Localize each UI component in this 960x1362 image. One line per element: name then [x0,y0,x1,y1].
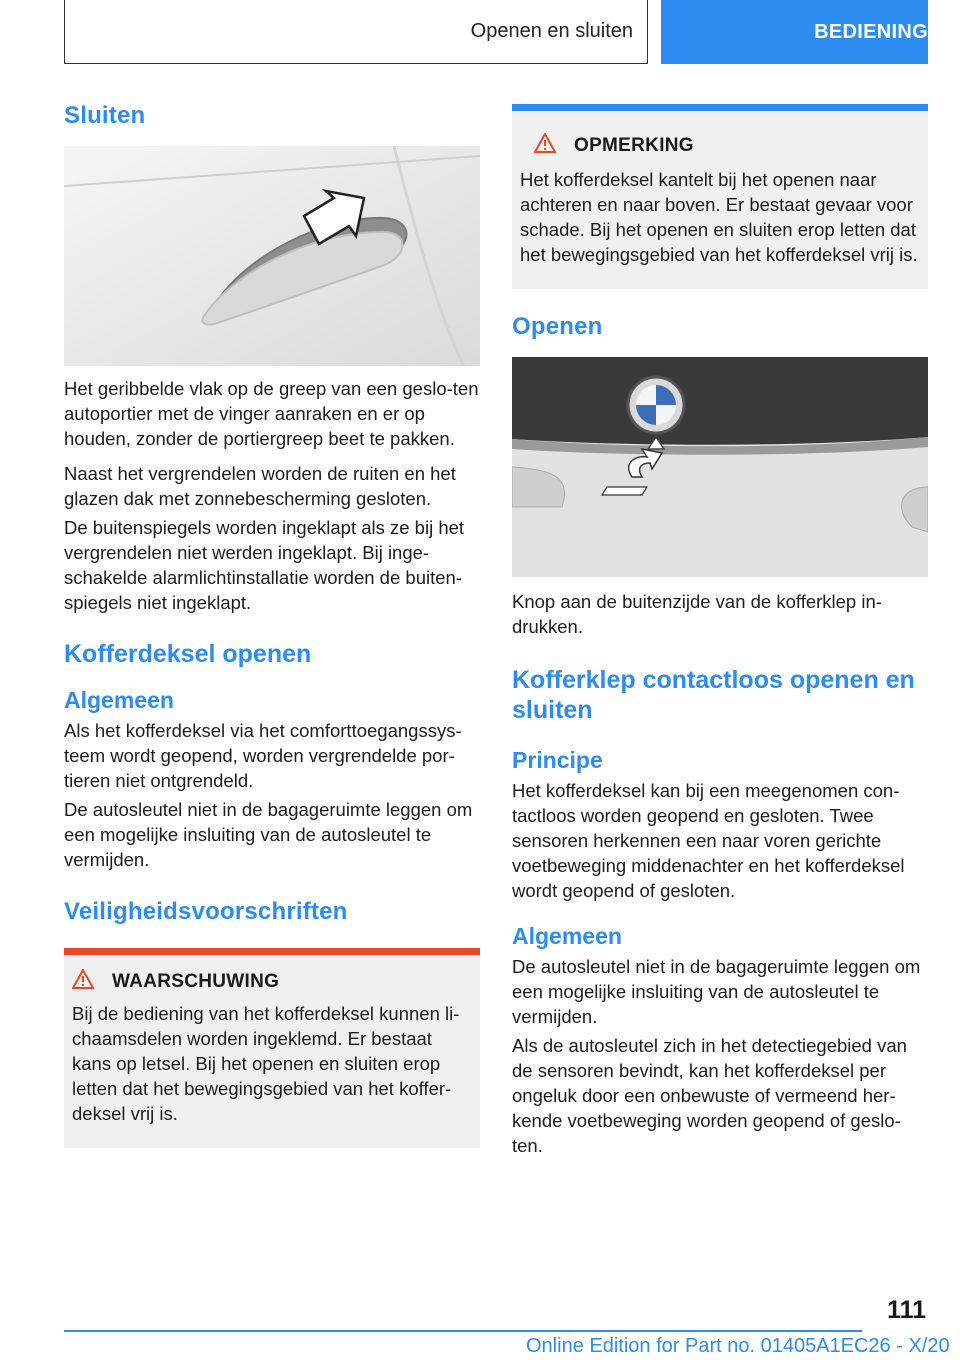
warning-title: WAARSCHUWING [112,971,280,992]
header-section-tab [64,0,648,64]
warning-triangle-icon [534,133,556,159]
algemeen-paragraph-1: Als het kofferdeksel via het comforttoegangssys-teem wordt geopend, worden vergrendelde por-tieren niet ontgrendeld. [64,720,462,791]
heading-principe: Principe [512,747,603,773]
algemeen2-paragraph-1: De autosleutel niet in de bagageruimte leggen om een mogelijke insluiting van de autosleutel te vermijden. [512,956,921,1027]
heading-sluiten: Sluiten [64,102,146,129]
algemeen2-paragraph-2: Als de autosleutel zich in het detectiegebied van de sensoren bevindt, kan het kofferdeksel per ongeluk door een onbewuste of vermeend her-kende voetbeweging worden geopend of geslo-ten. [512,1035,907,1156]
heading-veiligheidsvoorschriften: Veiligheidsvoorschriften [64,898,348,925]
warning-text: Bij de bediening van het kofferdeksel kunnen li-chaamsdelen worden ingeklemd. Er bestaat kans op letsel. Bij het openen en sluiten erop letten dat het bewegingsgebied van het koffer-deksel vrij is. [72,1003,460,1124]
header-section-title: Openen en sluiten [470,20,633,42]
note-title-row [520,133,920,159]
principe-paragraph-1: Het kofferdeksel kan bij een meegenomen con-tactloos worden geopend en gesloten. Twee sensoren herkennen een naar voren gerichte voetbeweging middenachter en het kofferdeksel wordt geopend of gesloten. [512,780,905,901]
footer-edition: Online Edition for Part no. 01405A1EC26 - X/20 [526,1335,950,1357]
header-chapter-title: BEDIENING [814,20,928,43]
left-column [64,100,480,1148]
note-box [512,104,928,289]
algemeen-paragraph-2: De autosleutel niet in de bagageruimte leggen om een mogelijke insluiting van de autosleutel te vermijden. [64,799,473,870]
right-column [512,104,928,1158]
page-number: 111 [887,1296,926,1324]
sluiten-paragraph-1: Het geribbelde vlak op de greep van een geslo-ten autoportier met de vinger aanraken en er op houden, zonder de portiergreep beet te pakken. [64,378,479,449]
warning-box [64,948,480,1148]
openen-paragraph-1: Knop aan de buitenzijde van de kofferklep in-drukken. [512,591,882,637]
note-title: OPMERKING [574,135,694,156]
warning-title-row [72,969,472,995]
heading-algemeen-2: Algemeen [512,923,622,949]
heading-openen: Openen [512,313,603,340]
heading-kofferklep-contactloos: Kofferklep contactloos openen en sluiten [512,666,915,724]
sluiten-paragraph-2: Naast het vergrendelen worden de ruiten en het glazen dak met zonnebescherming gesloten. [64,463,456,509]
door-handle-image [64,146,480,366]
footer-divider [64,1330,862,1332]
warning-bar [64,948,480,955]
sluiten-paragraph-3: De buitenspiegels worden ingeklapt als ze bij het vergrendelen niet werden ingeklapt. Bij inge-schakelde alarmlichtinstallatie worden de buiten-spiegels niet ingeklapt. [64,517,465,613]
warning-triangle-icon [72,969,94,995]
header-chapter-tab [661,0,928,64]
heading-kofferdeksel-openen: Kofferdeksel openen [64,640,312,668]
heading-algemeen: Algemeen [64,687,174,713]
note-text: Het kofferdeksel kantelt bij het openen naar achteren en naar boven. Er bestaat gevaar voor schade. Bij het openen en sluiten erop letten dat het bewegingsgebied van het kofferdeksel vrij is. [520,169,918,265]
note-bar [512,104,928,111]
trunk-button-image [512,357,928,577]
